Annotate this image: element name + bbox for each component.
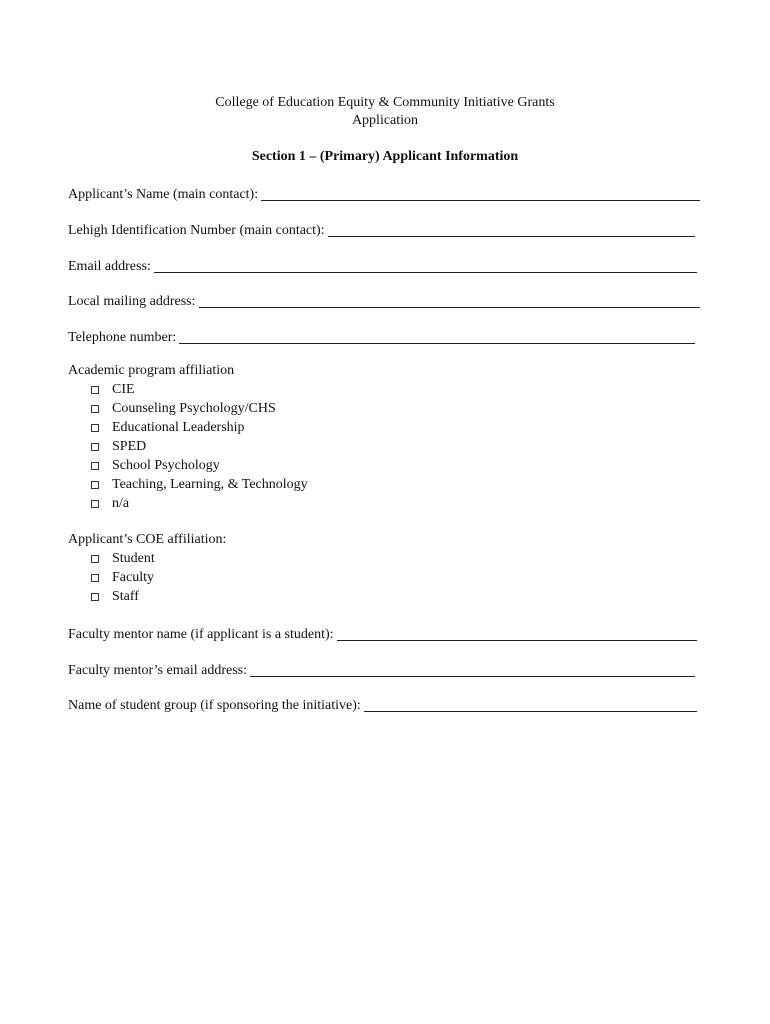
checkbox-icon[interactable]: [91, 424, 99, 432]
program-option[interactable]: [91, 421, 245, 435]
checkbox-icon[interactable]: [91, 443, 99, 451]
lehigh-id-line[interactable]: [328, 222, 695, 237]
academic-program-heading: Academic program affiliation: [68, 363, 235, 378]
affiliation-option[interactable]: [91, 571, 154, 585]
affiliation-option-label: Faculty: [112, 570, 154, 585]
program-option[interactable]: [91, 459, 220, 473]
telephone-field: [68, 329, 695, 345]
faculty-mentor-email-label: Faculty mentor’s email address:: [68, 663, 247, 678]
program-option-label: Teaching, Learning, & Technology: [112, 477, 308, 492]
email-address-line[interactable]: [154, 258, 697, 273]
checkbox-icon[interactable]: [91, 405, 99, 413]
program-option-label: n/a: [112, 496, 130, 511]
mailing-address-field: [68, 293, 700, 309]
program-option[interactable]: [91, 383, 135, 397]
faculty-mentor-email-line[interactable]: [250, 662, 695, 677]
coe-affiliation-heading: Applicant’s COE affiliation:: [68, 532, 227, 547]
checkbox-icon[interactable]: [91, 555, 99, 563]
student-group-line[interactable]: [364, 697, 697, 712]
affiliation-option[interactable]: [91, 590, 139, 604]
affiliation-option-label: Student: [112, 551, 155, 566]
mailing-address-label: Local mailing address:: [68, 294, 196, 309]
faculty-mentor-name-field: [68, 626, 697, 642]
applicant-name-line[interactable]: [261, 186, 700, 201]
email-address-label: Email address:: [68, 259, 151, 274]
student-group-field: [68, 697, 697, 713]
telephone-label: Telephone number:: [68, 330, 177, 345]
program-option-label: SPED: [112, 439, 147, 454]
checkbox-icon[interactable]: [91, 462, 99, 470]
program-option[interactable]: [91, 440, 146, 454]
program-option-label: School Psychology: [112, 458, 220, 473]
applicant-name-field: [68, 186, 700, 202]
program-option[interactable]: [91, 402, 276, 416]
checkbox-icon[interactable]: [91, 593, 99, 601]
checkbox-icon[interactable]: [91, 574, 99, 582]
checkbox-icon[interactable]: [91, 500, 99, 508]
affiliation-option-label: Staff: [112, 589, 139, 604]
lehigh-id-label: Lehigh Identification Number (main contact):: [68, 223, 325, 238]
affiliation-option[interactable]: [91, 552, 155, 566]
telephone-line[interactable]: [179, 329, 695, 344]
faculty-mentor-name-label: Faculty mentor name (if applicant is a student):: [68, 627, 334, 642]
student-group-label: Name of student group (if sponsoring the initiative):: [68, 698, 361, 713]
checkbox-icon[interactable]: [91, 481, 99, 489]
section-heading: Section 1 – (Primary) Applicant Information: [251, 149, 519, 164]
mailing-address-line[interactable]: [199, 293, 700, 308]
applicant-name-label: Applicant’s Name (main contact):: [68, 187, 259, 202]
program-option-label: CIE: [112, 382, 135, 397]
faculty-mentor-name-line[interactable]: [337, 626, 697, 641]
checkbox-icon[interactable]: [91, 386, 99, 394]
email-address-field: [68, 258, 697, 274]
program-option-label: Educational Leadership: [112, 420, 245, 435]
program-option[interactable]: [91, 497, 129, 511]
lehigh-id-field: [68, 222, 695, 238]
form-subtitle: Application: [351, 113, 419, 128]
program-option-label: Counseling Psychology/CHS: [112, 401, 276, 416]
form-title: College of Education Equity & Community Initiative Grants: [215, 95, 555, 110]
program-option[interactable]: [91, 478, 308, 492]
faculty-mentor-email-field: [68, 662, 695, 678]
